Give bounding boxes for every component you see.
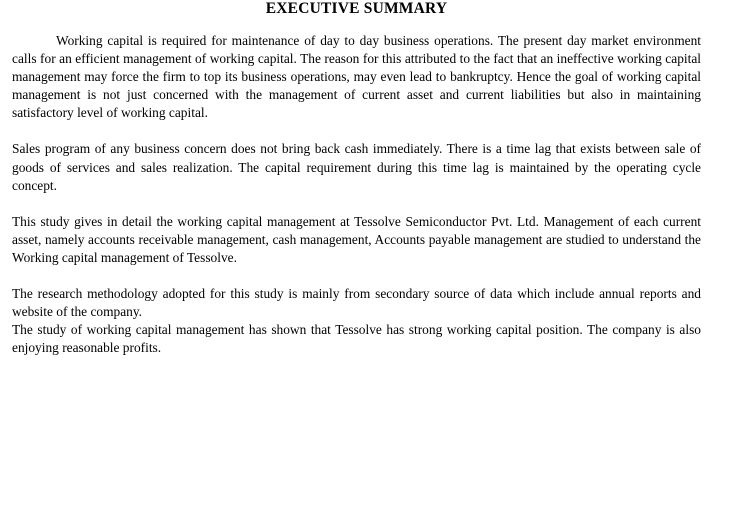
paragraph-working-capital-intro: Working capital is required for maintenance of day to day business operations. The present day market environment calls for an efficient management of working capital. The reason for this attributed to the fact that an ineffective working capital management may force the firm to top its business operations, may even lead to bankruptcy. Hence the goal of working capital management is not just concerned with the management of current asset and current liabilities but also in maintaining satisfactory level of working capital. xyxy=(12,33,701,121)
paragraph-study-conclusion: The study of working capital management has shown that Tessolve has strong working capital position. The company is also enjoying reasonable profits. xyxy=(12,322,701,356)
paragraph-research-methodology: The research methodology adopted for this study is mainly from secondary source of data which include annual reports and website of the company. xyxy=(12,286,701,320)
paragraph-sales-program: Sales program of any business concern does not bring back cash immediately. There is a time lag that exists between sale of goods of services and sales realization. The capital requirement during this time lag is maintained by the operating cycle concept. xyxy=(12,141,701,193)
paragraph-study-details: This study gives in detail the working capital management at Tessolve Semiconductor Pvt. Ltd. Management of each current asset, namely accounts receivable management, cash management, Accounts payable management are studied to understand the Working capital management of Tessolve. xyxy=(12,213,701,265)
document-page xyxy=(12,0,701,357)
page-title: EXECUTIVE SUMMARY xyxy=(265,0,448,17)
